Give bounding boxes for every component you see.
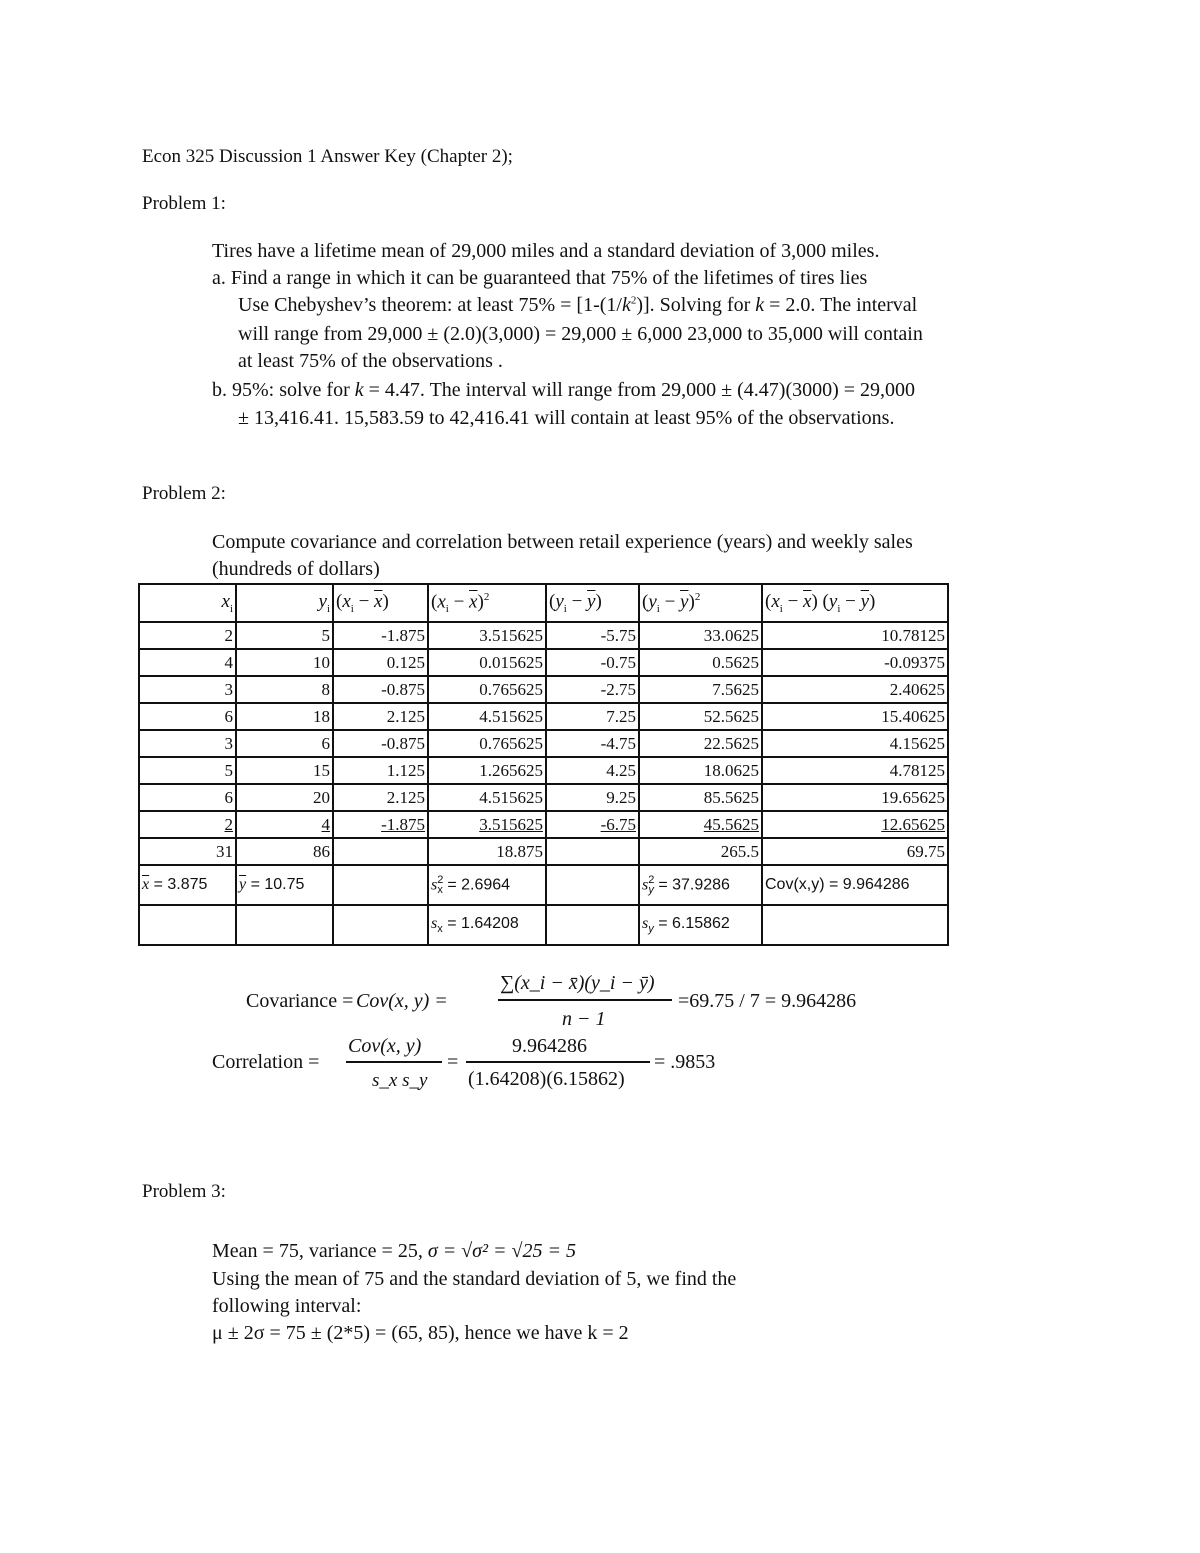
table-cell: 2.125 (333, 703, 428, 730)
empty-cell (762, 905, 948, 945)
table-cell: 6 (139, 784, 236, 811)
table-cell: 4.78125 (762, 757, 948, 784)
table-cell: 5 (139, 757, 236, 784)
header-cross-product: $(x_i - \overline{x}) (y_i - \overline{y})$ (762, 584, 948, 622)
table-cell: 22.5625 (639, 730, 762, 757)
covariance-lhs: Cov(x, y) = (356, 990, 448, 1012)
header-xi: $x_i$ (139, 584, 236, 622)
problem1-part-a-line2 (238, 294, 917, 317)
table-cell: 0.765625 (428, 676, 546, 703)
correlation-label: Correlation = (212, 1051, 320, 1073)
table-cell: 12.65625 (762, 811, 948, 838)
empty-cell (139, 905, 236, 945)
sum-cell: 69.75 (762, 838, 948, 865)
table-cell: 7.5625 (639, 676, 762, 703)
table-row (139, 676, 948, 703)
problem1-part-a-line4: at least 75% of the observations . (238, 350, 503, 372)
problem3-mean-variance: Mean = 75, variance = 25, (212, 1240, 423, 1262)
covariance-result: =69.75 / 7 = 9.964286 (678, 990, 857, 1012)
header-y-dev-sq: $(y_i - \overline{y})^2$ (639, 584, 762, 622)
k-var-3: k (354, 379, 364, 401)
table-cell: -5.75 (546, 622, 639, 649)
table-sum-row (139, 838, 948, 865)
table-cell: -6.75 (546, 811, 639, 838)
table-cell: 5 (236, 622, 333, 649)
covariance-table (138, 583, 949, 946)
table-cell: 2.125 (333, 784, 428, 811)
correlation-fraction-line-2 (466, 1061, 650, 1063)
header-x-dev: $(x_i - \overline{x})$ (333, 584, 428, 622)
table-cell: -0.875 (333, 676, 428, 703)
sd-x-cell: $s_x = 1.64208$ (428, 905, 546, 945)
table-cell: 2.40625 (762, 676, 948, 703)
header-y-dev: $(y_i - \overline{y})$ (546, 584, 639, 622)
sum-cell: 18.875 (428, 838, 546, 865)
table-row (139, 649, 948, 676)
problem1-part-a-line1: a. Find a range in which it can be guaranteed that 75% of the lifetimes of tires lies (212, 267, 868, 289)
table-cell: 1.125 (333, 757, 428, 784)
table-cell: 4.25 (546, 757, 639, 784)
var-y-cell: $s^2_y = 37.9286$ (639, 865, 762, 905)
table-cell: 15.40625 (762, 703, 948, 730)
covariance-denominator: n − 1 (562, 1008, 606, 1030)
problem3-line2: Using the mean of 75 and the standard deviation of 5, we find the (212, 1268, 737, 1290)
table-row (139, 622, 948, 649)
table-cell: 4 (139, 649, 236, 676)
table-cell: 4 (236, 811, 333, 838)
table-row (139, 703, 948, 730)
table-cell: 18 (236, 703, 333, 730)
part-b-text-2: = 4.47. The interval will range from 29,000 ± (4.47)(3000) = 29,000 (363, 379, 916, 401)
table-cell: -0.75 (546, 649, 639, 676)
problem1-intro: Tires have a lifetime mean of 29,000 miles and a standard deviation of 3,000 miles. (212, 240, 880, 262)
table-cell: 6 (236, 730, 333, 757)
problem1-title: Problem 1: (142, 193, 226, 214)
problem2-intro-line2: (hundreds of dollars) (212, 558, 380, 580)
table-cell: 19.65625 (762, 784, 948, 811)
correlation-numerator-value: 9.964286 (512, 1035, 587, 1057)
table-cell: 10 (236, 649, 333, 676)
table-cell: -4.75 (546, 730, 639, 757)
problem3-line4: μ ± 2σ = 75 ± (2*5) = (65, 85), hence we have k = 2 (212, 1322, 629, 1344)
sum-cell: 31 (139, 838, 236, 865)
header-x-dev-sq: $(x_i - \overline{x})^2$ (428, 584, 546, 622)
sum-cell: 86 (236, 838, 333, 865)
problem3-title: Problem 3: (142, 1181, 226, 1202)
table-header-row (139, 584, 948, 622)
problem1-part-b-line1 (212, 379, 915, 402)
table-row (139, 757, 948, 784)
table-cell: 0.5625 (639, 649, 762, 676)
table-cell: -0.09375 (762, 649, 948, 676)
empty-cell (333, 865, 428, 905)
chebyshev-text: Use Chebyshev’s theorem: at least 75% = [1-(1/ (238, 294, 622, 316)
var-y-value: = 37.9286 (658, 876, 730, 894)
table-cell: 8 (236, 676, 333, 703)
table-cell: 9.25 (546, 784, 639, 811)
table-cell: -0.875 (333, 730, 428, 757)
table-cell: 2 (139, 811, 236, 838)
mean-x-cell: $\overline{x} = 3.875$ (139, 865, 236, 905)
table-cell: 3 (139, 676, 236, 703)
mean-y-value: = 10.75 (250, 876, 305, 893)
sum-cell (546, 838, 639, 865)
table-cell: 1.265625 (428, 757, 546, 784)
correlation-result: = .9853 (654, 1051, 716, 1073)
table-cell: 85.5625 (639, 784, 762, 811)
part-b-text: b. 95%: solve for (212, 379, 355, 401)
empty-cell (236, 905, 333, 945)
mean-x-value: = 3.875 (153, 876, 208, 893)
empty-cell (546, 865, 639, 905)
table-row (139, 811, 948, 838)
problem2-title: Problem 2: (142, 483, 226, 504)
table-cell: 33.0625 (639, 622, 762, 649)
table-cell: 0.015625 (428, 649, 546, 676)
table-cell: 10.78125 (762, 622, 948, 649)
table-cell: 3.515625 (428, 622, 546, 649)
table-cell: 4.515625 (428, 703, 546, 730)
covariance-numerator: ∑(x_i − x̄)(y_i − ȳ) (500, 972, 655, 994)
correlation-denominator-value: (1.64208)(6.15862) (468, 1068, 625, 1090)
table-cell: 3.515625 (428, 811, 546, 838)
table-cell: 0.125 (333, 649, 428, 676)
table-cell: 2 (139, 622, 236, 649)
document-header: Econ 325 Discussion 1 Answer Key (Chapter 2); (142, 146, 513, 167)
correlation-numerator: Cov(x, y) (348, 1035, 422, 1057)
table-cell: 3 (139, 730, 236, 757)
table-cell: 45.5625 (639, 811, 762, 838)
table-cell: 4.515625 (428, 784, 546, 811)
table-stat-row-2 (139, 905, 948, 945)
table-stat-row-1 (139, 865, 948, 905)
table-row (139, 784, 948, 811)
table-cell: 20 (236, 784, 333, 811)
sum-cell (333, 838, 428, 865)
sd-y-cell: $s_y = 6.15862$ (639, 905, 762, 945)
empty-cell (546, 905, 639, 945)
correlation-denominator: s_x s_y (372, 1070, 428, 1091)
table-cell: 18.0625 (639, 757, 762, 784)
header-yi: $y_i$ (236, 584, 333, 622)
sum-cell: 265.5 (639, 838, 762, 865)
correlation-fraction-line (346, 1061, 442, 1063)
sd-x-value: = 1.64208 (447, 914, 519, 932)
correlation-equals: = (447, 1051, 459, 1073)
covariance-fraction-line (498, 999, 672, 1001)
table-cell: 0.765625 (428, 730, 546, 757)
k-var: k (621, 294, 631, 316)
table-cell: 6 (139, 703, 236, 730)
var-x-value: = 2.6964 (447, 876, 511, 894)
problem3-sigma-formula: σ = √σ² = √25 = 5 (427, 1240, 576, 1262)
k-var-2: k (755, 294, 765, 316)
k-exponent: 2 (630, 294, 637, 307)
table-cell: 15 (236, 757, 333, 784)
problem3-line3: following interval: (212, 1295, 362, 1317)
cov-cell: Cov(x,y) = 9.964286 (762, 865, 948, 905)
chebyshev-text-2: )]. Solving for (636, 294, 756, 316)
problem1-part-a-line3: will range from 29,000 ± (2.0)(3,000) = 29,000 ± 6,000 23,000 to 35,000 will contain (238, 323, 923, 345)
var-x-cell: $s^2_x = 2.6964$ (428, 865, 546, 905)
table-row (139, 730, 948, 757)
table-cell: -2.75 (546, 676, 639, 703)
mean-y-cell: $\overline{y} = 10.75$ (236, 865, 333, 905)
empty-cell (333, 905, 428, 945)
problem3-line1 (212, 1240, 576, 1263)
table-cell: 7.25 (546, 703, 639, 730)
covariance-label: Covariance = (246, 990, 354, 1012)
chebyshev-text-3: = 2.0. The interval (764, 294, 918, 316)
problem1-part-b-line2: ± 13,416.41. 15,583.59 to 42,416.41 will contain at least 95% of the observations. (238, 407, 895, 429)
table-cell: 52.5625 (639, 703, 762, 730)
table-body (139, 622, 948, 838)
sd-y-value: = 6.15862 (658, 914, 730, 932)
problem2-intro-line1: Compute covariance and correlation between retail experience (years) and weekly sales (212, 531, 913, 553)
table-cell: -1.875 (333, 811, 428, 838)
table-cell: -1.875 (333, 622, 428, 649)
table-cell: 4.15625 (762, 730, 948, 757)
